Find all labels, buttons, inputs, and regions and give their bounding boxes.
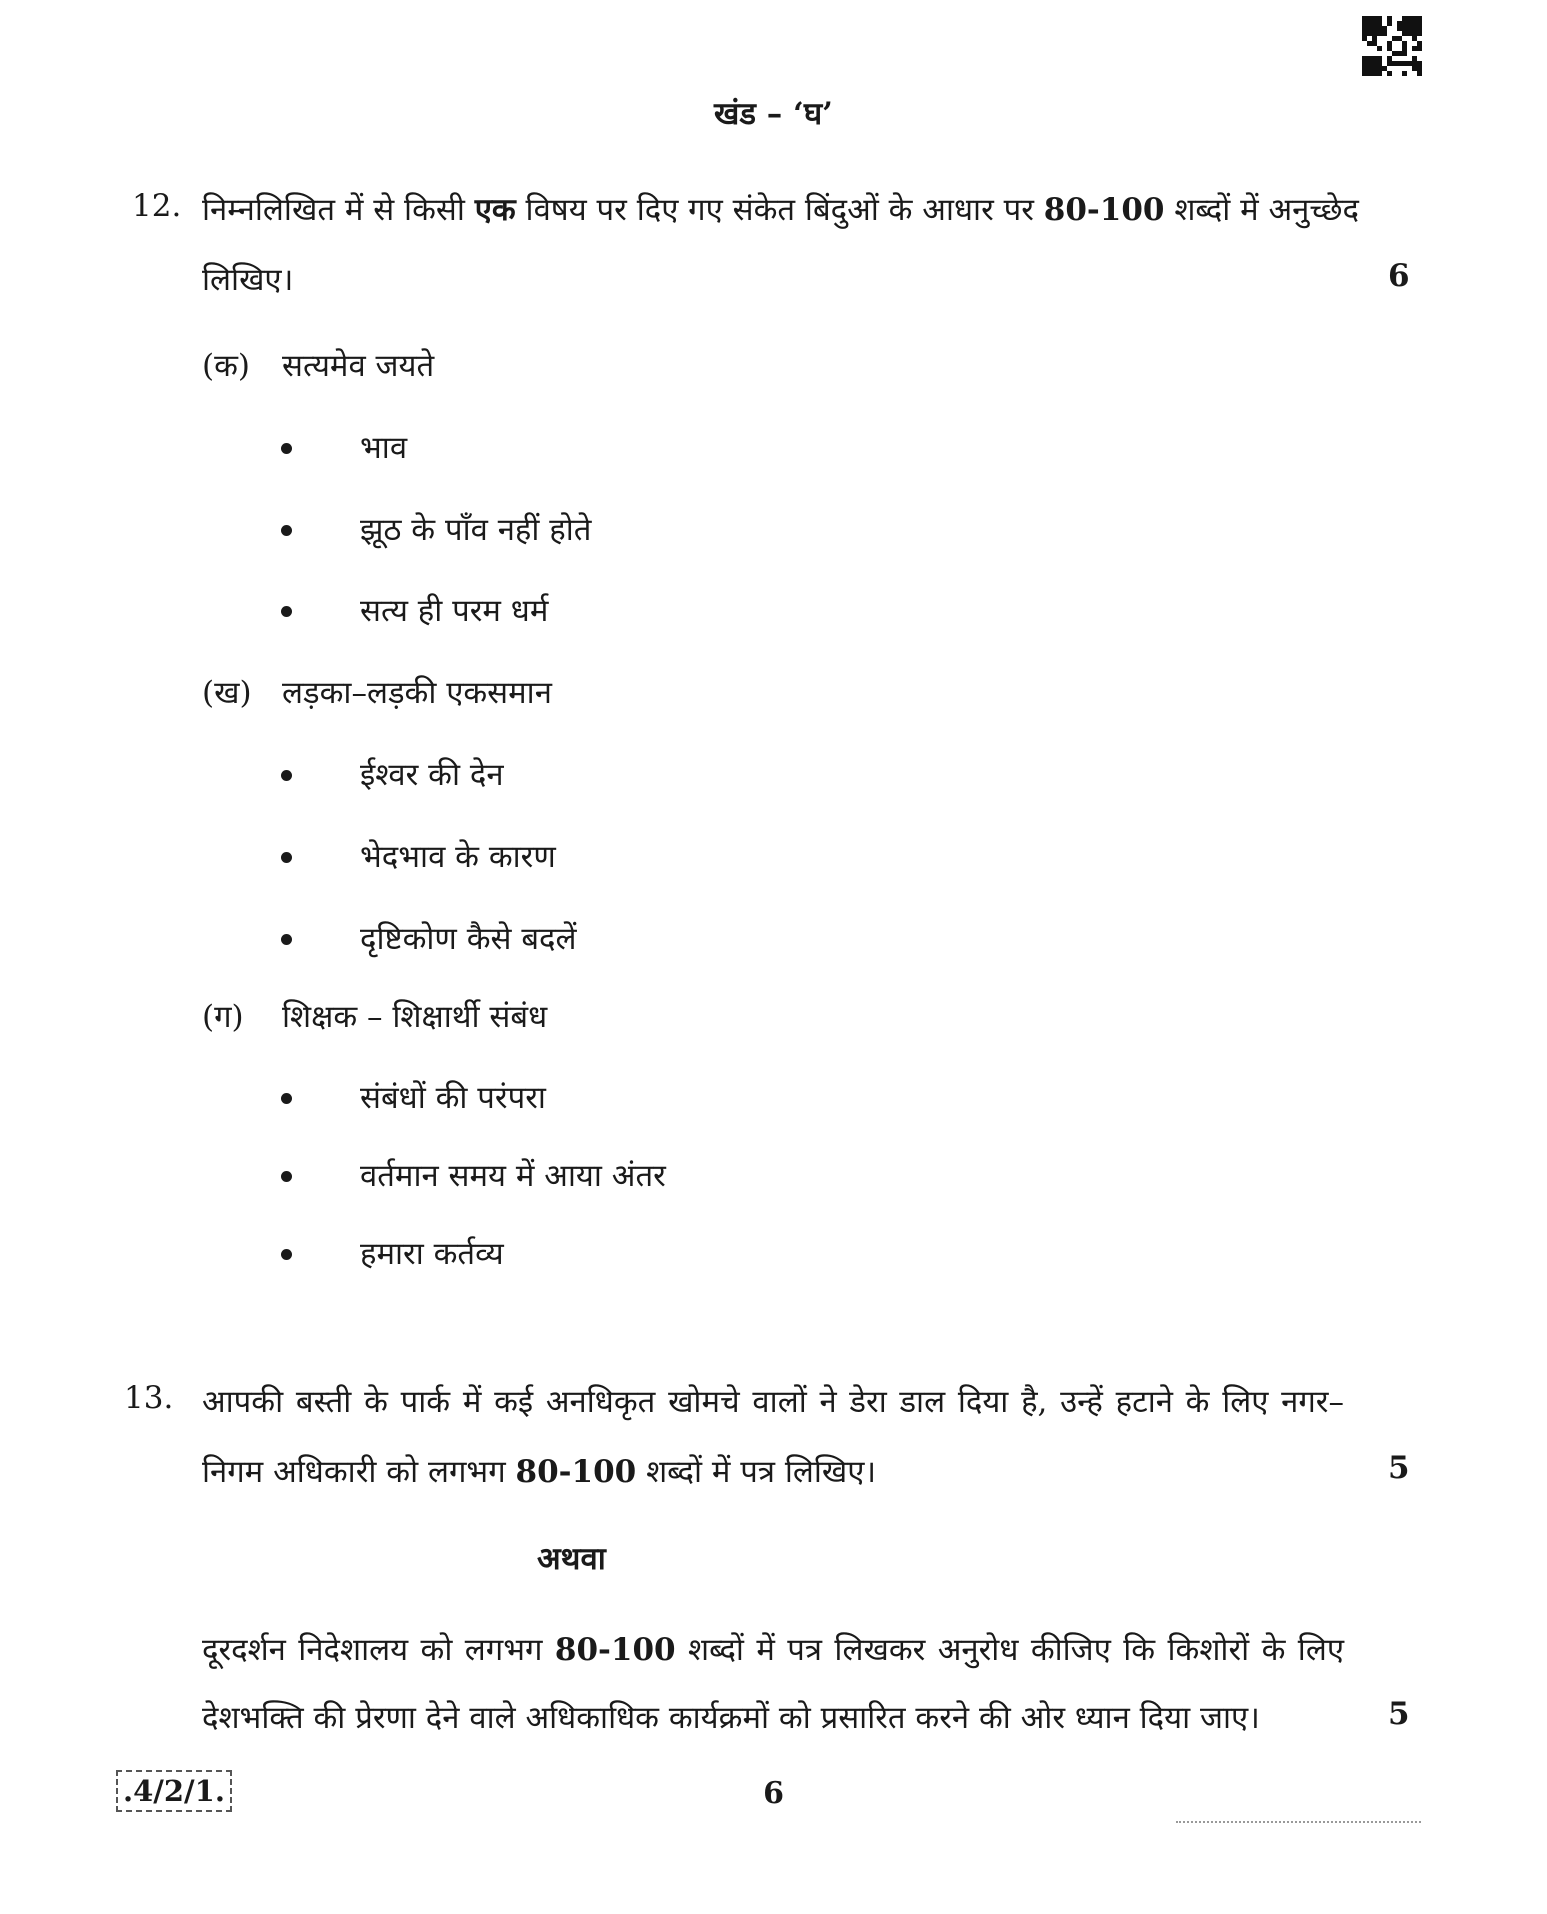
option-g-point-2: वर्तमान समय में आया अंतर: [360, 1158, 666, 1194]
option-kh-point-3: दृष्टिकोण कैसे बदलें: [360, 921, 577, 957]
question-13-number: 13.: [124, 1380, 174, 1416]
option-g-point-3: हमारा कर्तव्य: [360, 1236, 504, 1272]
bullet-icon: [281, 934, 292, 945]
bullet-icon: [281, 852, 292, 863]
bullet-icon: [281, 1249, 292, 1260]
option-k-title: सत्यमेव जयते: [282, 348, 435, 384]
option-k-point-3: सत्य ही परम धर्म: [360, 593, 549, 629]
page-number: 6: [763, 1776, 784, 1811]
bullet-icon: [281, 1171, 292, 1182]
bullet-icon: [281, 770, 292, 781]
bullet-icon: [281, 606, 292, 617]
option-g-label: (ग): [202, 999, 244, 1035]
option-g-title: शिक्षक – शिक्षार्थी संबंध: [282, 999, 548, 1035]
question-12-marks: 6: [1388, 258, 1410, 294]
question-13-alt-marks: 5: [1388, 1696, 1410, 1732]
option-kh-label: (ख): [202, 675, 252, 711]
bullet-icon: [281, 1093, 292, 1104]
option-k-point-2: झूठ के पाँव नहीं होते: [360, 512, 592, 548]
question-13-line-2: निगम अधिकारी को लगभग 80-100 शब्दों में पत्र लिखिए।: [202, 1454, 877, 1490]
question-12-number: 12.: [132, 188, 182, 224]
paper-code: .4/2/1.: [116, 1770, 232, 1812]
option-g-point-1: संबंधों की परंपरा: [360, 1080, 546, 1116]
or-separator: अथवा: [537, 1541, 606, 1577]
footer-dotted-line: [1176, 1821, 1421, 1823]
bullet-icon: [281, 525, 292, 536]
question-13-marks: 5: [1388, 1450, 1410, 1486]
question-13-line-1: आपकी बस्ती के पार्क में कई अनधिकृत खोमचे वालों ने डेरा डाल दिया है, उन्हें हटाने के लिए नगर–: [202, 1384, 1344, 1420]
question-13-alt-line-1: दूरदर्शन निदेशालय को लगभग 80-100 शब्दों में पत्र लिखकर अनुरोध कीजिए कि किशोरों के लिए: [202, 1632, 1344, 1668]
question-13-alt-line-2: देशभक्ति की प्रेरणा देने वाले अधिकाधिक कार्यक्रमों को प्रसारित करने की ओर ध्यान दिया जाए।: [202, 1700, 1260, 1736]
option-k-label: (क): [202, 348, 250, 384]
option-k-point-1: भाव: [360, 430, 408, 466]
question-12-line-1: निम्नलिखित में से किसी एक विषय पर दिए गए संकेत बिंदुओं के आधार पर 80-100 शब्दों में अनुच्छेद: [202, 192, 1359, 228]
option-kh-title: लड़का–लड़की एकसमान: [282, 675, 552, 711]
question-12-line-2: लिखिए।: [202, 262, 294, 298]
section-title: खंड – ‘घ’: [714, 96, 833, 132]
qr-code-icon: [1362, 16, 1422, 76]
option-kh-point-2: भेदभाव के कारण: [360, 839, 556, 875]
option-kh-point-1: ईश्वर की देन: [360, 757, 504, 793]
bullet-icon: [281, 443, 292, 454]
